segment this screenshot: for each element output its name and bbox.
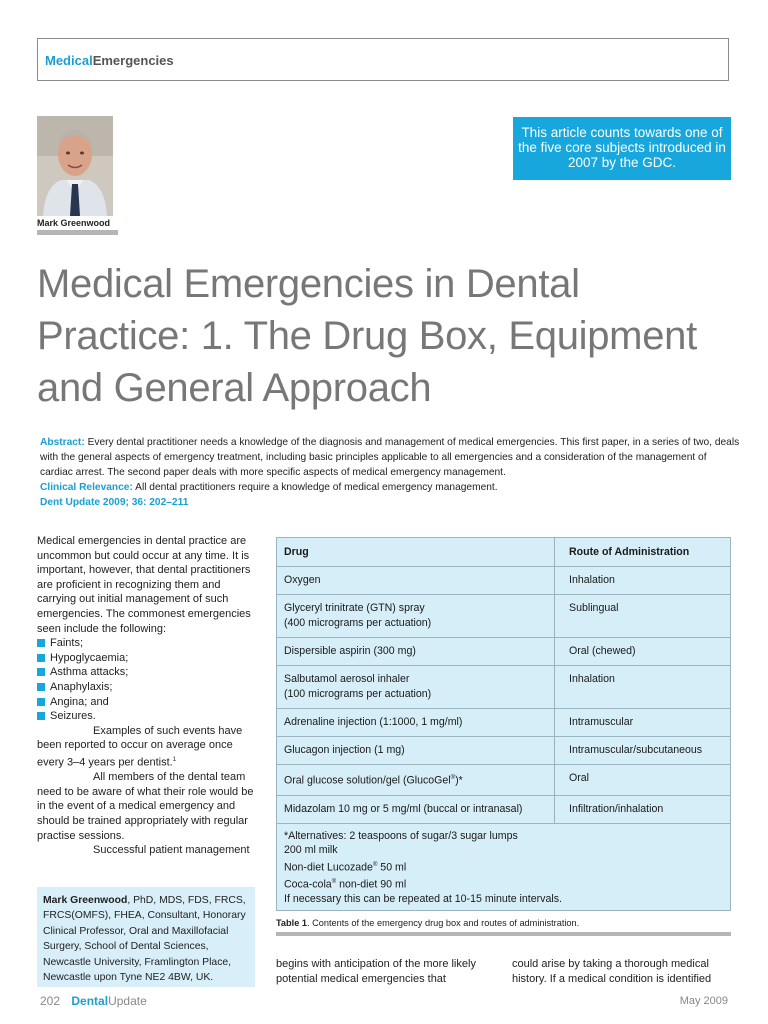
journal-brand: DentalUpdate bbox=[71, 994, 147, 1008]
table-cell-route: Inhalation bbox=[569, 673, 615, 685]
page-number: 202 bbox=[40, 994, 61, 1008]
paragraph: Successful patient management bbox=[93, 844, 250, 857]
author-divider bbox=[37, 230, 118, 235]
author-bio bbox=[37, 887, 255, 987]
table-cell-drug: Salbutamol aerosol inhaler (100 micrograms per actuation) bbox=[277, 666, 555, 708]
table-footnote: *Alternatives: 2 teaspoons of sugar/3 sugar lumps 200 ml milk Non-diet Lucozade® 50 ml Coca-cola® non-diet 90 ml If necessary this can be repeated at 10-15 minute intervals. bbox=[284, 829, 562, 905]
list-item: Faints; bbox=[37, 636, 259, 651]
table-cell-route: Oral bbox=[569, 772, 590, 784]
body-column-left bbox=[37, 534, 259, 858]
list-item: Asthma attacks; bbox=[37, 665, 259, 680]
citation: Dent Update 2009; 36: 202–211 bbox=[40, 497, 189, 508]
table-cell-route: Intramuscular bbox=[569, 716, 634, 728]
table-cell-drug: Dispersible aspirin (300 mg) bbox=[277, 638, 555, 665]
issue-date: May 2009 bbox=[679, 995, 728, 1007]
table-cell-drug: Glyceryl trinitrate (GTN) spray (400 micrograms per actuation) bbox=[277, 595, 555, 637]
body-column-right: could arise by taking a thorough medical history. If a medical condition is identified bbox=[512, 958, 712, 985]
list-item: Seizures. bbox=[37, 709, 259, 724]
table-row bbox=[277, 796, 730, 824]
table-row bbox=[277, 765, 730, 796]
table-cell-drug: Midazolam 10 mg or 5 mg/ml (buccal or intranasal) bbox=[277, 796, 555, 823]
table-row bbox=[277, 709, 730, 737]
abstract bbox=[40, 435, 740, 510]
table-footnote-row bbox=[277, 824, 730, 910]
table-caption: Table 1. Contents of the emergency drug box and routes of administration. bbox=[276, 918, 580, 928]
table-cell-route: Oral (chewed) bbox=[569, 645, 636, 657]
table-cell-route: Intramuscular/subcutaneous bbox=[569, 744, 703, 756]
emergency-list bbox=[37, 636, 259, 724]
paragraph: All members of the dental team need to be aware of what their role would be in the event of a medical emergency and should be trained appropriately with regular practise sessions. bbox=[37, 771, 254, 842]
paragraph: Examples of such events have been reported to occur on average once every 3–4 years per dentist.$^1$ bbox=[37, 724, 243, 769]
reference-link[interactable]: 1 bbox=[172, 756, 177, 763]
table-cell-drug: Oral glucose solution/gel (GlucoGel®)* bbox=[277, 765, 555, 795]
abstract-label: Abstract: bbox=[40, 437, 85, 448]
author-photo bbox=[37, 116, 113, 216]
drug-table bbox=[276, 537, 731, 911]
caption-divider bbox=[276, 932, 731, 936]
table-row bbox=[277, 567, 730, 595]
bio-name: Mark Greenwood bbox=[43, 895, 128, 906]
table-row bbox=[277, 595, 730, 638]
section-label: MedicalEmergencies bbox=[45, 53, 174, 68]
footer-left bbox=[40, 994, 147, 1008]
table-cell-route: Inhalation bbox=[569, 574, 615, 586]
abstract-text: Every dental practitioner needs a knowledge of the diagnosis and management of medical emergencies. This first paper, in a series of two, deals with the general aspects of emergency treatment, including basic principles applicable to all emergencies and a consideration of the management of cardiac arrest. The second paper deals with more specific aspects of medical emergency management. bbox=[40, 437, 740, 478]
list-item: Anaphylaxis; bbox=[37, 680, 259, 695]
table-cell-route: Sublingual bbox=[569, 602, 619, 614]
table-header-drug: Drug bbox=[277, 538, 555, 566]
section-header bbox=[37, 38, 729, 81]
table-cell-drug: Glucagon injection (1 mg) bbox=[277, 737, 555, 764]
author-name: Mark Greenwood bbox=[37, 218, 111, 228]
table-cell-drug: Adrenaline injection (1:1000, 1 mg/ml) bbox=[277, 709, 555, 736]
intro-paragraph: Medical emergencies in dental practice are uncommon but could occur at any time. It is important, however, that dental practitioners are proficient in recognizing them and carrying out initial management of such emergencies. The commonest emergencies seen include the following: bbox=[37, 535, 251, 635]
table-header-row bbox=[277, 538, 730, 567]
table-row bbox=[277, 737, 730, 765]
list-item: Angina; and bbox=[37, 695, 259, 710]
relevance-text: All dental practitioners require a knowledge of medical emergency management. bbox=[132, 482, 498, 493]
list-item: Hypoglycaemia; bbox=[37, 651, 259, 666]
relevance-label: Clinical Relevance: bbox=[40, 482, 133, 493]
table-cell-route: Infiltration/inhalation bbox=[569, 802, 664, 815]
table-row bbox=[277, 638, 730, 666]
table-row bbox=[277, 666, 730, 709]
cpd-note: This article counts towards one of the five core subjects introduced in 2007 by the GDC. bbox=[513, 117, 731, 180]
article-title: Medical Emergencies in Dental Practice: 1. The Drug Box, Equipment and General Approach bbox=[37, 262, 697, 410]
body-column-middle: begins with anticipation of the more likely potential medical emergencies that bbox=[276, 958, 476, 985]
table-cell-drug: Oxygen bbox=[277, 567, 555, 594]
table-header-route: Route of Administration bbox=[569, 546, 690, 558]
bio-details: , PhD, MDS, FDS, FRCS, FRCS(OMFS), FHEA, Consultant, Honorary Clinical Professor, Oral and Maxillofacial Surgery, School of Dental Sciences, Newcastle University, Framlington Place, Newcastle upon Tyne NE2 4BW, UK. bbox=[43, 895, 246, 984]
